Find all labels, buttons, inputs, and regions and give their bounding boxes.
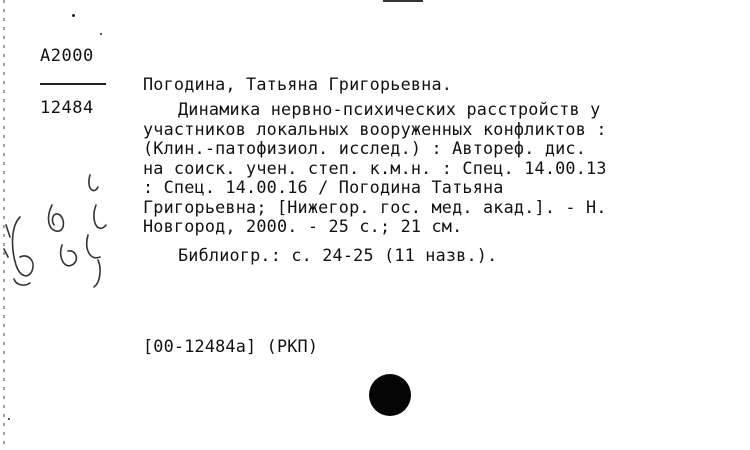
ink-speck — [100, 33, 102, 35]
body-line: Новгород, 2000. - 25 с.; 21 см. — [143, 216, 463, 236]
top-edge-mark — [383, 0, 423, 2]
inventory-number: 12484 — [40, 98, 94, 118]
cipher-divider — [40, 83, 106, 85]
author-heading: Погодина, Татьяна Григорьевна. — [143, 74, 453, 94]
body-line: Григорьевна; [Нижегор. гос. мед. акад.]. - Н. — [143, 196, 607, 217]
body-line: Динамика нервно-психических расстройств у — [178, 99, 601, 119]
record-body — [143, 99, 743, 356]
ink-speck — [72, 14, 75, 17]
cipher-code: А2000 — [40, 46, 94, 66]
punch-hole-icon — [369, 374, 411, 416]
ink-speck — [8, 418, 10, 420]
body-line: на соиск. учен. степ. к.м.н. : Спец. 14.00.13 — [143, 157, 607, 178]
body-line: (Клин.-патофизиол. исслед.) : Автореф. дис. — [143, 138, 587, 158]
shelf-code: [00-12484а] (РКП) — [143, 336, 319, 356]
bibliography-note: Библиогр.: с. 24-25 (11 назв.). — [178, 245, 498, 265]
body-line: участников локальных вооруженных конфликтов : — [143, 118, 607, 139]
body-line: : Спец. 14.00.16 / Погодина Татьяна — [143, 177, 504, 197]
handwritten-mark-icon — [2, 165, 112, 300]
